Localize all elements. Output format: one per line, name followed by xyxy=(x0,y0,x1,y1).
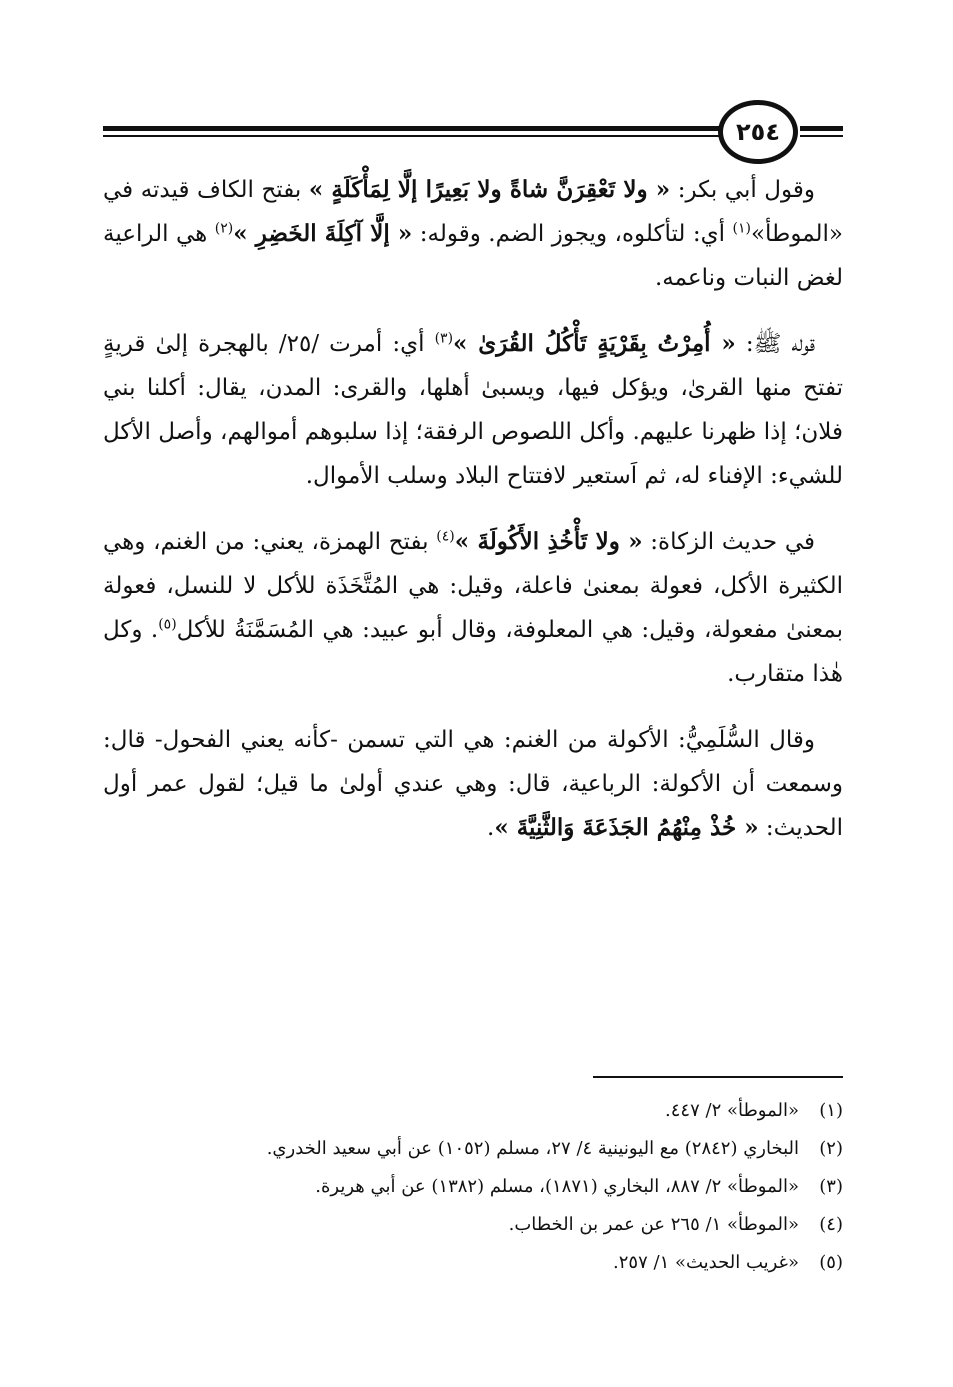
text-run: بفتح الهمزة، يعني: من الغنم، وهي الكثيرة الأكل، فعولة بمعنىٰ فاعلة، وقيل: هي المُتَّخَذَة للأكل لا للنسل، فعولة بمعنىٰ مفعولة، وقيل: هي المعلوفة، وقال أبو عبيد: هي المُسَمَّنَةُ للأكل xyxy=(103,529,843,643)
header-rule-thick xyxy=(103,126,721,131)
hadith-quote: « ولا تَعْقِرَنَّ شاةً ولا بَعِيرًا إلَّا لِمَأْكَلَةٍ » xyxy=(308,176,671,203)
footnote-separator xyxy=(593,1076,843,1078)
paragraph-1 xyxy=(103,168,843,300)
footnote-text: «الموطأ» ٢/ ٨٨٧، البخاري (١٨٧١)، مسلم (١٣٨٢) عن أبي هريرة. xyxy=(315,1176,799,1197)
header-rule-right-thin xyxy=(800,135,843,137)
page-number-badge xyxy=(718,100,798,164)
footnote-ref[interactable]: (٤) xyxy=(436,528,455,545)
footnote-item xyxy=(103,1130,843,1168)
hadith-quote: « أُمِرْتُ بِقَرْيَةٍ تَأْكُلُ القُرَىٰ » xyxy=(453,330,736,357)
text-run: وقول أبي بكر: xyxy=(670,177,815,203)
paragraph-2 xyxy=(103,322,843,498)
footnote-number: (٣) xyxy=(819,1176,843,1197)
text-run: . وكل هٰذا متقارب. xyxy=(103,617,843,687)
footnote-number: (٢) xyxy=(819,1138,843,1159)
footnote-text: البخاري (٢٨٤٢) مع اليونينية ٤/ ٢٧، مسلم (١٠٥٢) عن أبي سعيد الخدري. xyxy=(266,1138,799,1159)
main-text xyxy=(103,168,843,872)
text-run: أي: لتأكلوه، ويجوز الضم. وقوله: xyxy=(412,221,733,247)
footnote-ref[interactable]: (١) xyxy=(732,220,751,237)
text-run: بفتح الكاف قيدته في «الموطأ» xyxy=(103,177,844,247)
footnote-ref[interactable]: (٣) xyxy=(434,330,454,347)
footnote-number: (٤) xyxy=(819,1214,843,1235)
paragraph-3 xyxy=(103,520,843,696)
footnote-number: (٥) xyxy=(819,1252,843,1273)
footnote-ref[interactable]: (٥) xyxy=(158,616,177,633)
footnote-item xyxy=(103,1244,843,1282)
text-run: أي: أمرت /٢٥/ بالهجرة إلىٰ قريةٍ تفتح منها القرىٰ، ويؤكل فيها، ويسبىٰ أهلها، والقرى: المدن، يقال: أكلنا بني فلان؛ إذا ظهرنا عليهم. وأكل اللصوص الرفقة؛ إذا سلبوهم أموالهم، وأصل الأكل للشيء: الإفناء له، ثم اَستعير لافتتاح البلاد وسلب الأموال. xyxy=(103,331,843,489)
footnote-item xyxy=(103,1168,843,1206)
text-run: في حديث الزكاة: xyxy=(642,529,815,555)
text-run: وقال السُّلَمِيُّ: الأكولة من الغنم: هي التي تسمن -كأنه يعني الفحول- قال: وسمعت أن الأكولة: الرباعية، قال: وهي عندي أولىٰ ما قيل؛ لقول عمر أول الحديث: xyxy=(103,727,843,841)
text-run: قوله ﷺ: xyxy=(735,331,815,357)
text-run: . xyxy=(487,815,495,841)
text-run: هي الراعية لغض النبات وناعمه. xyxy=(103,221,843,291)
footnote-text: «الموطأ» ١/ ٢٦٥ عن عمر بن الخطاب. xyxy=(508,1214,799,1235)
hadith-quote: « خُذْ مِنْهُمُ الجَذَعَةَ وَالثَّنِيَّةَ » xyxy=(494,814,759,841)
footnote-number: (١) xyxy=(819,1100,843,1121)
footnote-ref[interactable]: (٢) xyxy=(214,220,234,237)
page-header xyxy=(0,0,953,170)
hadith-quote: « ولا تَأْخُذِ الأَكُولَةَ » xyxy=(454,528,643,555)
header-rule-thin xyxy=(103,135,721,137)
page-number: ٢٥٤ xyxy=(736,118,780,146)
header-rule-right-thick xyxy=(800,126,843,131)
footnote-item xyxy=(103,1092,843,1130)
footnote-text: «غريب الحديث» ١/ ٢٥٧. xyxy=(613,1252,799,1273)
hadith-quote: « إلَّا آكِلَةَ الخَضِرِ » xyxy=(233,220,413,247)
paragraph-4 xyxy=(103,718,843,850)
footnote-text: «الموطأ» ٢/ ٤٤٧. xyxy=(665,1100,799,1121)
footnote-item xyxy=(103,1206,843,1244)
footnotes xyxy=(103,1092,843,1282)
